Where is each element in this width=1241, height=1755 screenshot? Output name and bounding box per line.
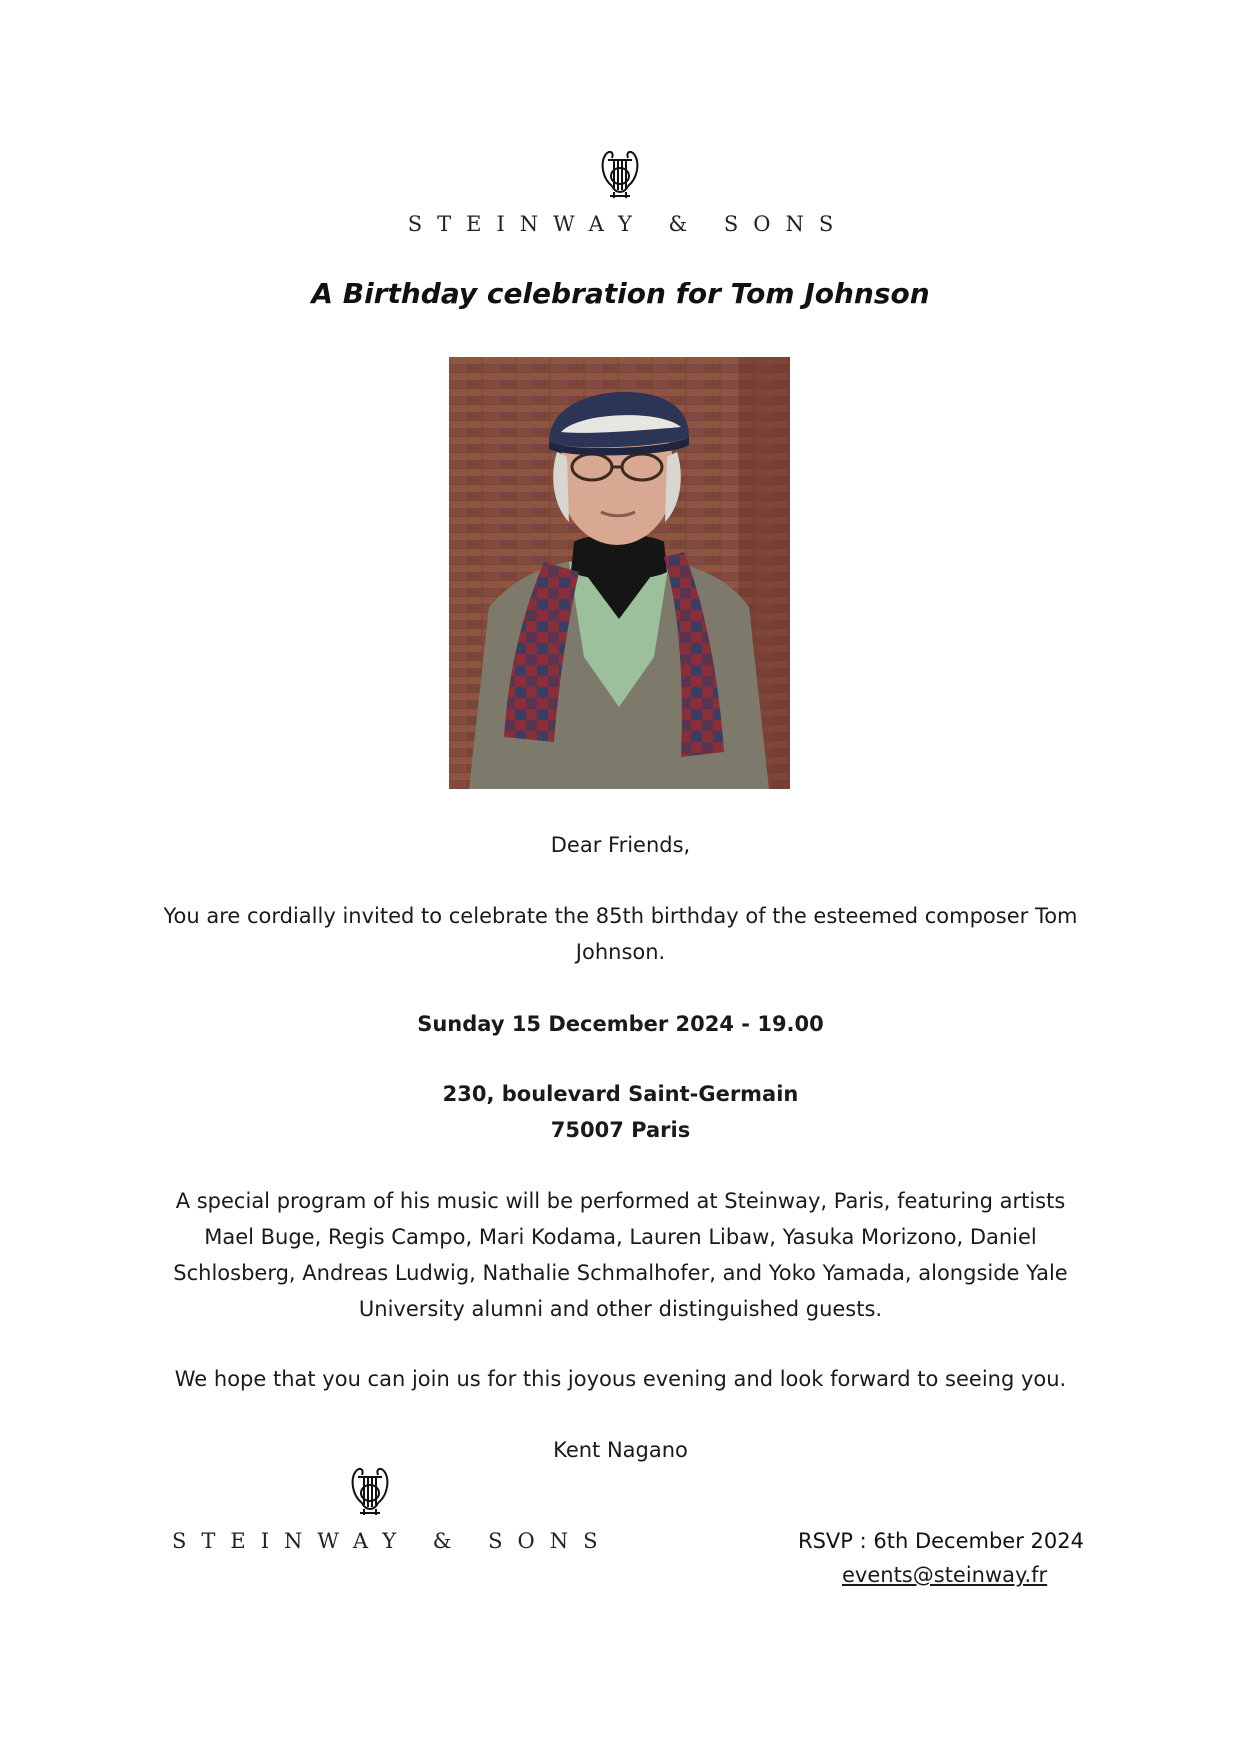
portrait-photo	[449, 357, 790, 789]
address-line-2: 75007 Paris	[550, 1118, 691, 1142]
address-line-1: 230, boulevard Saint-Germain	[442, 1082, 799, 1106]
invitation-text: You are cordially invited to celebrate the 85th birthday of the esteemed composer Tom Johnson.	[163, 904, 1078, 964]
brand-wordmark: STEINWAY & SONS	[407, 212, 849, 236]
closing-text: We hope that you can join us for this joyous evening and look forward to seeing you.	[174, 1367, 1067, 1391]
program-text: A special program of his music will be performed at Steinway, Paris, featuring artists Mael Buge, Regis Campo, Mari Kodama, Lauren Libaw, Yasuka Morizono, Daniel Schlosberg, Andreas Ludwig, Nathalie Schmalhofer, and Yoko Yamada, alongside Yale University alumni and other distinguished guests.	[173, 1189, 1068, 1321]
lyre-logo-icon	[342, 1465, 398, 1521]
rsvp-email-link[interactable]: events@steinway.fr	[842, 1563, 1048, 1587]
event-datetime: Sunday 15 December 2024 - 19.00	[417, 1012, 824, 1036]
lyre-logo-icon	[592, 148, 648, 204]
page-title: A Birthday celebration for Tom Johnson	[311, 277, 930, 310]
greeting: Dear Friends,	[550, 833, 691, 857]
rsvp-deadline: RSVP : 6th December 2024	[798, 1529, 1084, 1553]
signature: Kent Nagano	[553, 1438, 688, 1462]
footer-brand-wordmark: STEINWAY & SONS	[172, 1529, 613, 1553]
